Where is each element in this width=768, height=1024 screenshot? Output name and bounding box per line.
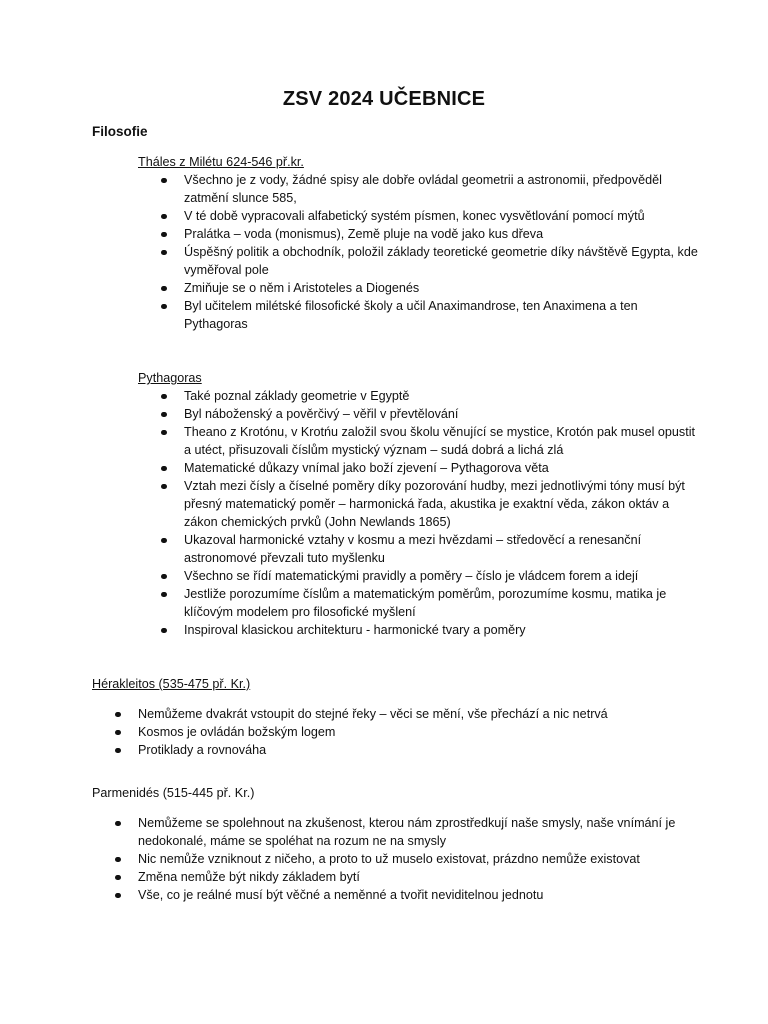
list-item: Pralátka – voda (monismus), Země pluje na vodě jako kus dřeva: [138, 225, 698, 243]
list-item: Nemůžeme dvakrát vstoupit do stejné řeky – věci se mění, vše přechází a nic netrvá: [92, 705, 692, 723]
list-item: Změna nemůže být nikdy základem bytí: [92, 868, 692, 886]
parmenides-section: [92, 784, 692, 904]
list-item: Inspiroval klasickou architekturu - harmonické tvary a poměry: [138, 621, 698, 639]
parmenides-list: [92, 814, 692, 904]
list-item: Vztah mezi čísly a číselné poměry díky pozorování hudby, mezi jednotlivými tóny musí být přesný matematický poměr – harmonická řada, akustika je exaktní věda, zákon oktáv a zákon chemických prvků (John Newlands 1865): [138, 477, 698, 531]
pythagoras-list: [138, 387, 698, 639]
thales-list: [138, 171, 698, 333]
parmenides-heading: Parmenidés (515-445 př. Kr.): [92, 786, 255, 800]
list-item: Jestliže porozumíme číslům a matematickým poměrům, porozumíme kosmu, matika je klíčovým modelem pro filosofické myšlení: [138, 585, 698, 621]
herakleitos-list: [92, 705, 692, 759]
list-item: Byl náboženský a pověrčivý – věřil v převtělování: [138, 405, 698, 423]
list-item: Nic nemůže vzniknout z ničeho, a proto to už muselo existovat, prázdno nemůže existovat: [92, 850, 692, 868]
thales-section: [138, 153, 698, 333]
list-item: Zmiňuje se o něm i Aristoteles a Diogenés: [138, 279, 698, 297]
list-item: Byl učitelem milétské filosofické školy a učil Anaximandrose, ten Anaximena a ten Pythagoras: [138, 297, 698, 333]
list-item: Matematické důkazy vnímal jako boží zjevení – Pythagorova věta: [138, 459, 698, 477]
list-item: Všechno je z vody, žádné spisy ale dobře ovládal geometrii a astronomii, předpověděl zatmění slunce 585,: [138, 171, 698, 207]
list-item: Theano z Krotónu, v Krotńu založil svou školu věnující se mystice, Krotón pak musel opustit a utéct, přisuzovali číslům mystický význam – sudá dobrá a lichá zlá: [138, 423, 698, 459]
document-title: ZSV 2024 UČEBNICE: [282, 88, 486, 110]
list-item: Úspěšný politik a obchodník, položil základy teoretické geometrie díky návštěvě Egypta, kde vyměřoval pole: [138, 243, 698, 279]
list-item: Vše, co je reálné musí být věčné a neměnné a tvořit neviditelnou jednotu: [92, 886, 692, 904]
list-item: Ukazoval harmonické vztahy v kosmu a mezi hvězdami – středověcí a renesanční astronomové převzali tuto myšlenku: [138, 531, 698, 567]
list-item: Kosmos je ovládán božským logem: [92, 723, 692, 741]
section-heading-filosofie: Filosofie: [92, 124, 148, 139]
pythagoras-section: [138, 369, 698, 639]
pythagoras-heading: Pythagoras: [138, 371, 202, 385]
list-item: Také poznal základy geometrie v Egyptě: [138, 387, 698, 405]
list-item: Protiklady a rovnováha: [92, 741, 692, 759]
thales-heading: Tháles z Milétu 624-546 př.kr.: [138, 155, 304, 169]
herakleitos-heading: Hérakleitos (535-475 př. Kr.): [92, 677, 251, 691]
herakleitos-section: [92, 675, 692, 759]
list-item: V té době vypracovali alfabetický systém písmen, konec vysvětlování pomocí mýtů: [138, 207, 698, 225]
list-item: Všechno se řídí matematickými pravidly a poměry – číslo je vládcem forem a idejí: [138, 567, 698, 585]
list-item: Nemůžeme se spolehnout na zkušenost, kterou nám zprostředkují naše smysly, naše vnímání je nedokonalé, máme se spoléhat na rozum ne na smysly: [92, 814, 692, 850]
